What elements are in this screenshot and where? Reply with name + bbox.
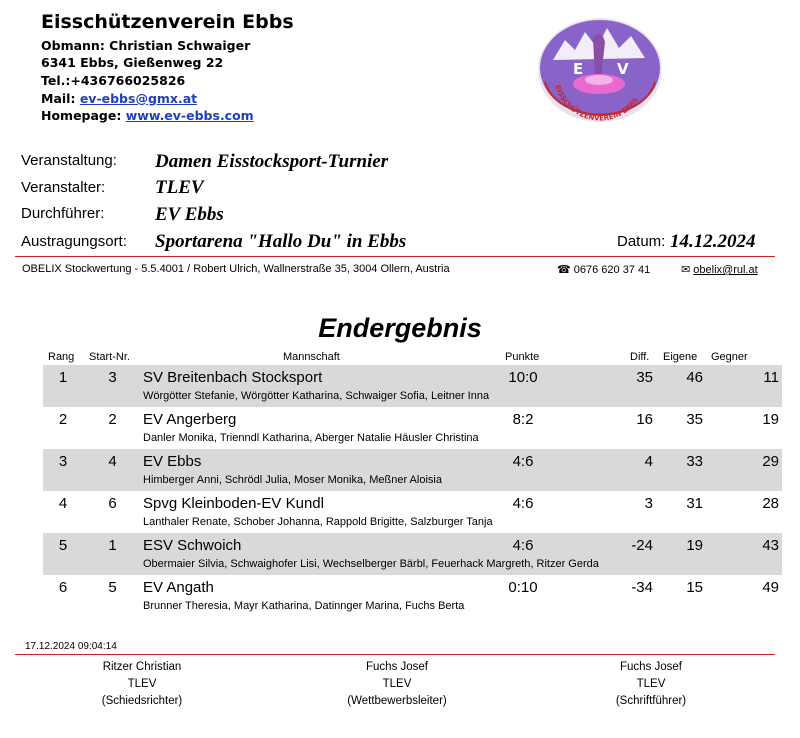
team-cell: EV Angath [143, 579, 214, 596]
logo-letter-e: E [573, 60, 584, 78]
table-row [43, 533, 782, 575]
opp-cell: 29 [762, 453, 779, 470]
own-cell: 33 [686, 453, 703, 470]
signature-role: (Schiedsrichter) [101, 695, 183, 707]
header-divider [15, 256, 775, 257]
table-row [43, 575, 782, 617]
event-label-veranstaltung: Veranstaltung: [21, 152, 117, 169]
diff-cell: 16 [636, 411, 653, 428]
header-rank: Rang [48, 351, 75, 363]
signature-name: Fuchs Josef [620, 661, 682, 673]
results-title: Endergebnis [318, 313, 482, 343]
diff-cell: -24 [631, 537, 653, 554]
rank-cell: 1 [58, 369, 68, 386]
club-phone: Tel.:+436766025826 [41, 73, 186, 88]
opp-cell: 49 [762, 579, 779, 596]
club-address: 6341 Ebbs, Gießenweg 22 [41, 55, 224, 70]
start-cell: 5 [108, 579, 117, 596]
club-logo [535, 18, 665, 128]
own-cell: 35 [686, 411, 703, 428]
club-mail-line [41, 91, 197, 106]
team-cell: Spvg Kleinboden-EV Kundl [143, 495, 324, 512]
header-points: Punkte [505, 351, 540, 363]
signature-name: Ritzer Christian [102, 661, 182, 673]
signature-referee [42, 659, 242, 710]
start-cell: 6 [108, 495, 117, 512]
points-cell: 4:6 [512, 537, 534, 554]
header-own: Eigene [663, 351, 698, 363]
players-cell: Obermaier Silvia, Schwaighofer Lisi, Wechselberger Bärbl, Feuerhack Margreth, Ritzer Gerda [143, 558, 599, 570]
points-cell: 4:6 [512, 453, 534, 470]
rank-cell: 6 [58, 579, 68, 596]
players-cell: Wörgötter Stefanie, Wörgötter Katharina, Schwaiger Sofia, Leitner Inna [143, 390, 490, 402]
own-cell: 31 [686, 495, 703, 512]
club-homepage-label: Homepage: [41, 108, 122, 123]
event-value-veranstaltung: Damen Eisstocksport-Turnier [155, 151, 389, 172]
club-homepage-line [41, 108, 254, 123]
club-name: Eisschützenverein Ebbs [41, 11, 294, 33]
rank-cell: 2 [58, 411, 68, 428]
club-homepage-link[interactable]: www.ev-ebbs.com [125, 108, 254, 123]
start-cell: 2 [108, 411, 117, 428]
diff-cell: 3 [644, 495, 653, 512]
table-row [43, 407, 782, 449]
rank-cell: 5 [58, 537, 68, 554]
event-value-durchfuehrer: EV Ebbs [155, 204, 224, 225]
header-opp: Gegner [711, 351, 748, 363]
signature-org: TLEV [382, 678, 412, 690]
logo-letter-v: V [617, 60, 629, 78]
signature-name: Fuchs Josef [366, 661, 428, 673]
club-mail-label: Mail: [41, 91, 76, 106]
signature-competition-lead [297, 659, 497, 710]
signature-org: TLEV [127, 678, 157, 690]
points-cell: 10:0 [508, 369, 538, 386]
event-label-ort: Austragungsort: [21, 233, 127, 250]
team-cell: EV Angerberg [143, 411, 237, 428]
date-value: 14.12.2024 [670, 231, 756, 252]
players-cell: Brunner Theresia, Mayr Katharina, Datinnger Marina, Fuchs Berta [143, 600, 465, 612]
diff-cell: -34 [631, 579, 653, 596]
software-mail-link[interactable]: obelix@rul.at [693, 264, 758, 276]
table-row [43, 449, 782, 491]
logo-ring-text: EISSCHÜTZENVEREIN EBBS [553, 84, 641, 123]
start-cell: 4 [108, 453, 117, 470]
team-cell: ESV Schwoich [143, 537, 242, 554]
footer-divider [15, 654, 775, 655]
own-cell: 19 [686, 537, 703, 554]
software-mail-line [681, 263, 758, 276]
diff-cell: 4 [644, 453, 653, 470]
header-start: Start-Nr. [89, 351, 130, 363]
table-row [43, 365, 782, 407]
start-cell: 3 [108, 369, 117, 386]
points-cell: 8:2 [512, 411, 534, 428]
rank-cell: 3 [58, 453, 68, 470]
date-label: Datum: [617, 233, 666, 250]
points-cell: 4:6 [512, 495, 534, 512]
event-value-veranstalter: TLEV [155, 177, 204, 198]
team-cell: SV Breitenbach Stocksport [143, 369, 323, 386]
players-cell: Lanthaler Renate, Schober Johanna, Rappold Brigitte, Salzburger Tanja [143, 516, 493, 528]
header-diff: Diff. [630, 351, 650, 363]
opp-cell: 11 [763, 369, 779, 386]
opp-cell: 28 [762, 495, 779, 512]
software-credit: OBELIX Stockwertung - 5.5.4001 / Robert Ulrich, Wallnerstraße 35, 3004 Ollern, Austria [22, 263, 450, 275]
own-cell: 15 [686, 579, 703, 596]
opp-cell: 19 [762, 411, 779, 428]
points-cell: 0:10 [508, 579, 538, 596]
rank-cell: 4 [58, 495, 68, 512]
club-chairman: Obmann: Christian Schwaiger [41, 38, 251, 53]
team-cell: EV Ebbs [143, 453, 202, 470]
software-phone: ☎ 0676 620 37 41 [557, 264, 651, 276]
event-label-veranstalter: Veranstalter: [21, 179, 106, 196]
table-row [43, 491, 782, 533]
own-cell: 46 [686, 369, 703, 386]
event-label-durchfuehrer: Durchführer: [21, 205, 105, 222]
start-cell: 1 [108, 537, 117, 554]
signature-role: (Wettbewerbsleiter) [347, 695, 447, 707]
diff-cell: 35 [636, 369, 653, 386]
header-team: Mannschaft [283, 351, 340, 363]
signature-secretary [551, 659, 751, 710]
envelope-icon: ✉ [681, 264, 691, 276]
event-value-ort: Sportarena "Hallo Du" in Ebbs [155, 231, 407, 252]
players-cell: Himberger Anni, Schrödl Julia, Moser Monika, Meßner Aloisia [143, 474, 442, 486]
opp-cell: 43 [762, 537, 779, 554]
print-timestamp: 17.12.2024 09:04:14 [25, 641, 117, 652]
signature-org: TLEV [636, 678, 666, 690]
club-mail-link[interactable]: ev-ebbs@gmx.at [79, 91, 198, 106]
signature-role: (Schriftführer) [615, 695, 687, 707]
players-cell: Danler Monika, Trienndl Katharina, Aberger Natalie Häusler Christina [143, 432, 479, 444]
